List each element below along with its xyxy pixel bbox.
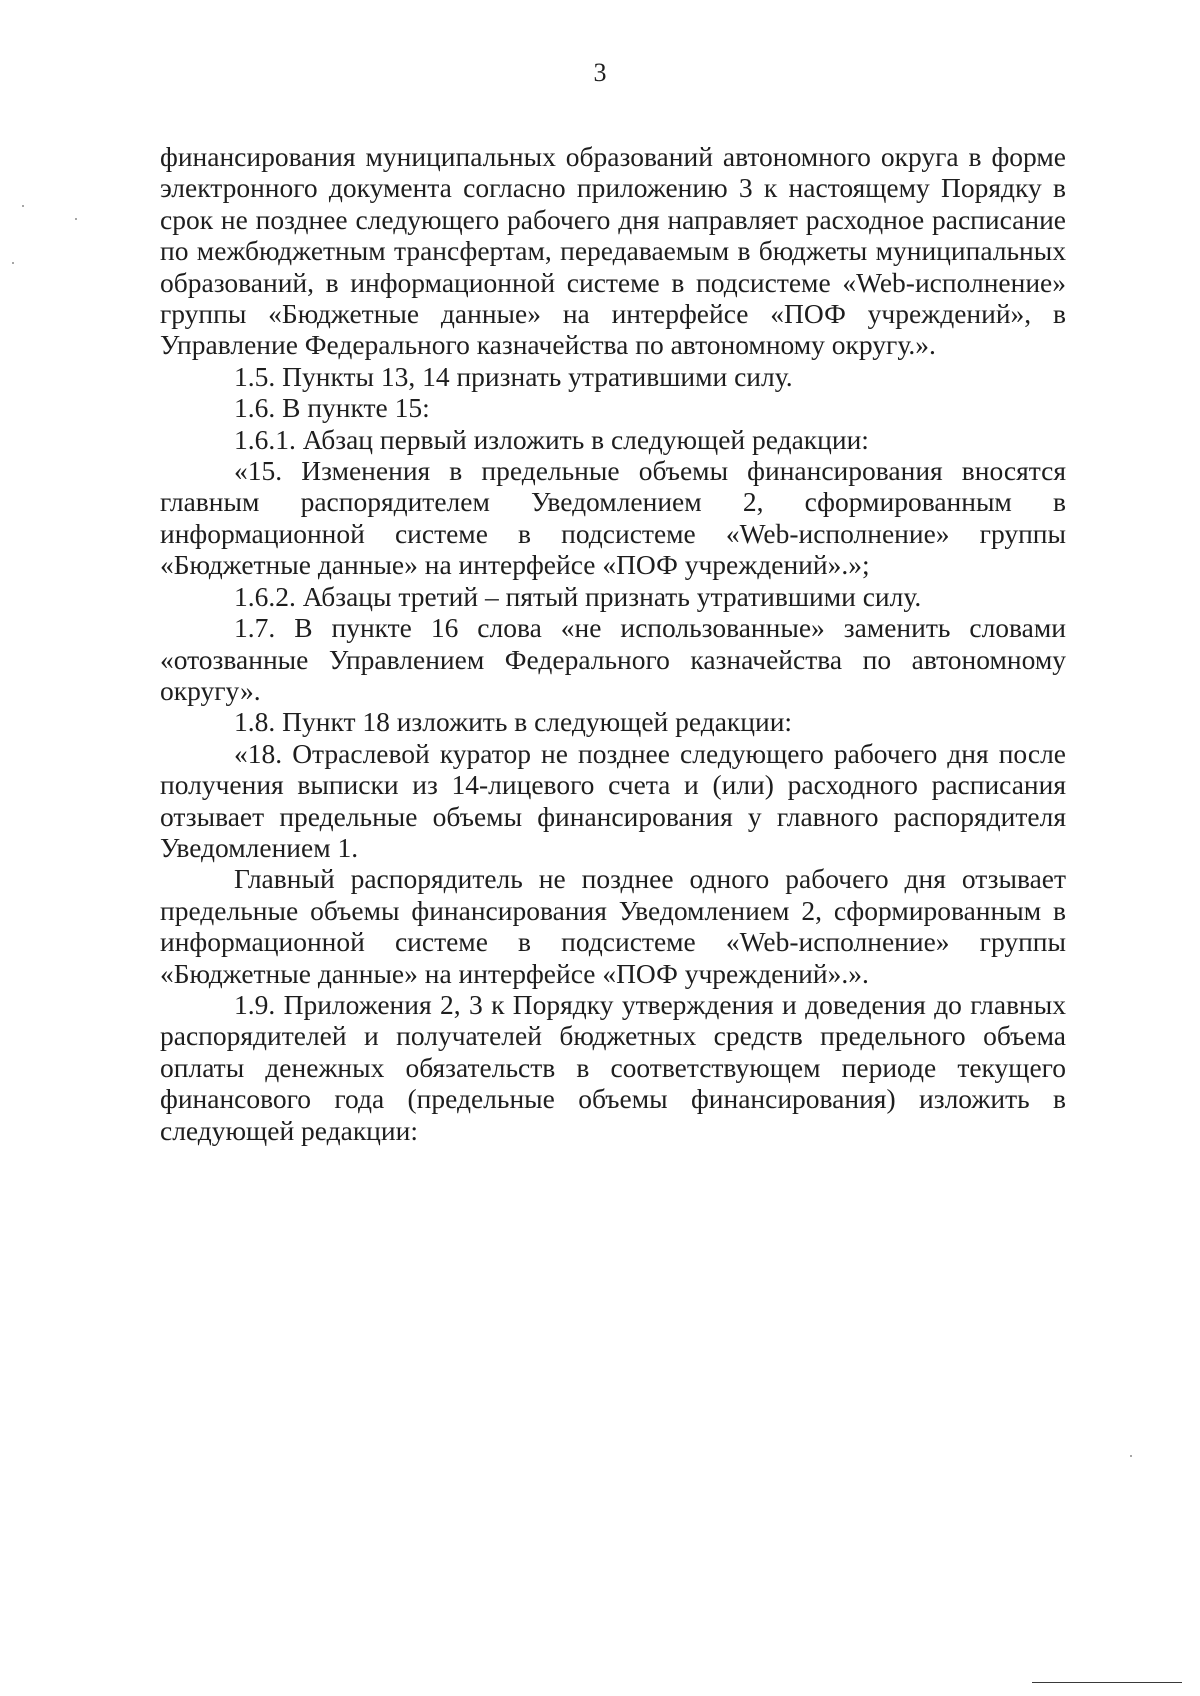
paragraph-1-8: 1.8. Пункт 18 изложить в следующей редакции:	[234, 706, 793, 738]
document-body	[160, 141, 1066, 1146]
paragraph-1-6-2: 1.6.2. Абзацы третий – пятый признать утратившими силу.	[234, 580, 922, 612]
paragraph-1-6-1: 1.6.1. Абзац первый изложить в следующей редакции:	[234, 423, 869, 455]
paragraph-15-quote: «15. Изменения в предельные объемы финансирования вносятся главным распорядителем Уведомлением 2, сформированным в информационной системе в подсистеме «Web-исполнение» группы «Бюджетные данные» на интерфейсе «ПОФ учреждений».»;	[160, 455, 1066, 581]
scan-speck	[22, 205, 24, 207]
paragraph-1-5: 1.5. Пункты 13, 14 признать утратившими силу.	[234, 360, 793, 392]
paragraph-18-quote: «18. Отраслевой куратор не позднее следующего рабочего дня после получения выписки из 14-лицевого счета и (или) расходного расписания отзывает предельные объемы финансирования у главного распорядителя Уведомлением 1.	[160, 737, 1066, 863]
footer-rule	[1032, 1682, 1182, 1683]
paragraph-1-7: 1.7. В пункте 16 слова «не использованные» заменить словами «отозванные Управлением Федерального казначейства по автономному округу».	[160, 612, 1066, 706]
scan-speck	[12, 262, 14, 264]
paragraph-1-9: 1.9. Приложения 2, 3 к Порядку утверждения и доведения до главных распорядителей и получателей бюджетных средств предельного объема оплаты денежных обязательств в соответствующем периоде текущего финансового года (предельные объемы финансирования) изложить в следующей редакции:	[160, 988, 1066, 1146]
paragraph-continuation: финансирования муниципальных образований автономного округа в форме электронного документа согласно приложению 3 к настоящему Порядку в срок не позднее следующего рабочего дня направляет расходное расписание по межбюджетным трансфертам, передаваемым в бюджеты муниципальных образований, в информационной системе в подсистеме «Web-исполнение» группы «Бюджетные данные» на интерфейсе «ПОФ учреждений», в Управление Федерального казначейства по автономному округу.».	[160, 141, 1066, 361]
scan-speck	[1130, 1455, 1132, 1457]
paragraph-1-6: 1.6. В пункте 15:	[234, 392, 430, 424]
paragraph-chief-distributor: Главный распорядитель не позднее одного рабочего дня отзывает предельные объемы финансирования Уведомлением 2, сформированным в информационной системе в подсистеме «Web-исполнение» группы «Бюджетные данные» на интерфейсе «ПОФ учреждений».».	[160, 863, 1066, 989]
scan-speck	[75, 218, 77, 220]
page-number: 3	[593, 58, 607, 87]
